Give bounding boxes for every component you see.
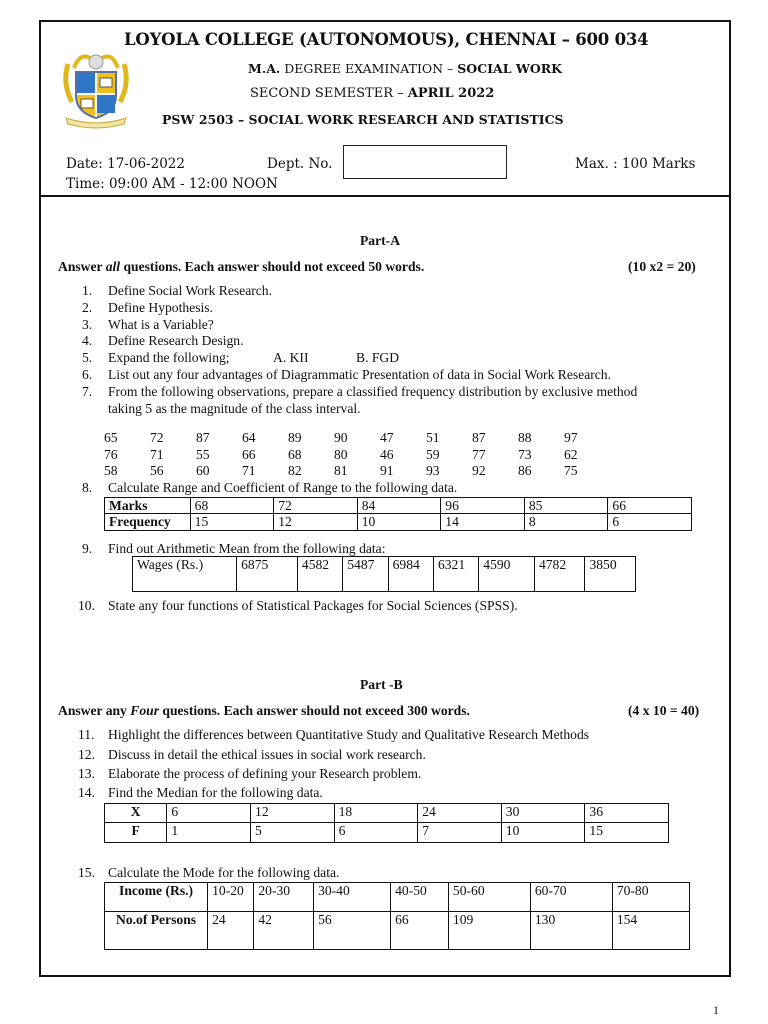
observation-value: 56 — [150, 463, 164, 478]
table-cell: 4590 — [479, 557, 535, 592]
observation-value: 73 — [518, 446, 532, 462]
table-header-cell: Wages (Rs.) — [133, 557, 237, 592]
paper-title: PSW 2503 – SOCIAL WORK RESEARCH AND STATISTICS — [162, 112, 564, 127]
table-cell: 15 — [190, 514, 274, 531]
semester-line: SECOND SEMESTER – APRIL 2022 — [250, 86, 495, 101]
question-5-b: B. FGD — [356, 350, 400, 365]
table-cell: 10-20 — [208, 883, 254, 912]
table-row — [105, 804, 669, 823]
table-row — [105, 912, 690, 950]
question-5-a: A. KII — [273, 350, 309, 365]
table-row — [105, 514, 692, 531]
question-13: 13. Elaborate the process of defining your Research problem. — [78, 766, 422, 781]
table-cell: 10 — [501, 823, 585, 843]
question-7: 7. From the following observations, prepare a classified frequency distribution by exclusive method — [82, 384, 638, 399]
question-14: 14. Find the Median for the following data. — [78, 785, 323, 800]
table-cell: 12 — [274, 514, 358, 531]
observation-value: 86 — [518, 463, 532, 478]
table-cell: 8 — [524, 514, 608, 531]
question-9: 9. Find out Arithmetic Mean from the following data: — [82, 541, 386, 556]
table-cell: 18 — [334, 804, 418, 823]
observation-value: 88 — [518, 430, 532, 445]
table-cell: 84 — [357, 498, 441, 514]
table-cell: 85 — [524, 498, 608, 514]
table-header-cell: Marks — [105, 498, 191, 514]
observation-value: 71 — [242, 463, 256, 478]
observation-value: 55 — [196, 446, 210, 462]
question-2: 2. Define Hypothesis. — [82, 300, 213, 315]
page-number: 1 — [713, 1003, 719, 1017]
part-a-instructions: Answer all questions. Each answer should not exceed 50 words. — [58, 259, 425, 274]
range-table — [104, 497, 692, 531]
header-divider — [39, 195, 731, 197]
observation-value: 90 — [334, 430, 348, 445]
table-cell: 154 — [612, 912, 689, 950]
observation-value: 51 — [426, 430, 440, 445]
part-b-marks: (4 x 10 = 40) — [628, 703, 700, 718]
question-7-cont: taking 5 as the magnitude of the class interval. — [108, 401, 361, 416]
table-cell: 5 — [251, 823, 335, 843]
observation-value: 60 — [196, 463, 210, 478]
question-10: 10. State any four functions of Statistical Packages for Social Sciences (SPSS). — [78, 598, 518, 613]
question-5: 5. Expand the following; — [82, 350, 230, 365]
table-cell: 96 — [441, 498, 525, 514]
table-cell: 30 — [501, 804, 585, 823]
part-b-instructions: Answer any Four questions. Each answer should not exceed 300 words. — [58, 703, 470, 718]
table-cell: 10 — [357, 514, 441, 531]
table-cell: 24 — [208, 912, 254, 950]
table-cell: 56 — [314, 912, 391, 950]
table-row — [105, 498, 692, 514]
observation-value: 64 — [242, 430, 256, 445]
observation-value: 87 — [196, 430, 210, 445]
observation-value: 89 — [288, 430, 302, 445]
table-cell: 42 — [254, 912, 314, 950]
table-cell: 1 — [167, 823, 251, 843]
table-row — [133, 557, 636, 592]
observation-value: 72 — [150, 430, 164, 445]
table-cell: 30-40 — [314, 883, 391, 912]
question-6: 6. List out any four advantages of Diagrammatic Presentation of data in Social Work Research. — [82, 367, 611, 382]
observation-row — [104, 463, 610, 480]
table-cell: 6 — [334, 823, 418, 843]
observation-value: 80 — [334, 446, 348, 462]
question-4: 4. Define Research Design. — [82, 333, 244, 348]
part-b-title: Part -B — [360, 677, 403, 692]
table-cell: 4582 — [297, 557, 342, 592]
table-cell: 14 — [441, 514, 525, 531]
table-cell: 130 — [530, 912, 612, 950]
table-header-cell: F — [105, 823, 167, 843]
observation-value: 93 — [426, 463, 440, 478]
median-table — [104, 803, 669, 843]
table-header-cell: X — [105, 804, 167, 823]
observation-value: 71 — [150, 446, 164, 462]
table-cell: 36 — [585, 804, 669, 823]
table-cell: 5487 — [343, 557, 388, 592]
observations-data — [104, 430, 610, 480]
college-name: LOYOLA COLLEGE (AUTONOMOUS), CHENNAI – 600 034 — [124, 30, 649, 49]
table-cell: 40-50 — [391, 883, 449, 912]
observation-value: 58 — [104, 463, 118, 478]
table-header-cell: No.of Persons — [105, 912, 208, 950]
question-12: 12. Discuss in detail the ethical issues in social work research. — [78, 747, 426, 762]
table-cell: 6 — [608, 514, 692, 531]
table-cell: 6984 — [388, 557, 433, 592]
table-cell: 6321 — [433, 557, 478, 592]
table-cell: 6875 — [237, 557, 298, 592]
wages-table — [132, 556, 636, 592]
exam-date: Date: 17-06-2022 — [66, 156, 185, 172]
table-cell: 20-30 — [254, 883, 314, 912]
observation-value: 46 — [380, 446, 394, 462]
table-cell: 50-60 — [448, 883, 530, 912]
table-cell: 3850 — [585, 557, 636, 592]
table-cell: 109 — [448, 912, 530, 950]
table-cell: 72 — [274, 498, 358, 514]
table-cell: 4782 — [534, 557, 585, 592]
part-a-title: Part-A — [360, 233, 401, 248]
observation-value: 91 — [380, 463, 394, 478]
table-header-cell: Frequency — [105, 514, 191, 531]
table-row — [105, 823, 669, 843]
question-3: 3. What is a Variable? — [82, 317, 214, 332]
table-cell: 66 — [391, 912, 449, 950]
observation-value: 92 — [472, 463, 486, 478]
question-15: 15. Calculate the Mode for the following data. — [78, 865, 340, 880]
table-cell: 66 — [608, 498, 692, 514]
mode-table — [104, 882, 690, 950]
observation-value: 47 — [380, 430, 394, 445]
table-cell: 68 — [190, 498, 274, 514]
table-header-cell: Income (Rs.) — [105, 883, 208, 912]
table-cell: 60-70 — [530, 883, 612, 912]
exam-time: Time: 09:00 AM - 12:00 NOON — [66, 176, 278, 192]
college-logo — [60, 44, 132, 130]
observation-value: 65 — [104, 430, 118, 445]
table-cell: 6 — [167, 804, 251, 823]
degree-line: M.A. DEGREE EXAMINATION – SOCIAL WORK — [248, 61, 563, 76]
observation-value: 75 — [564, 463, 578, 478]
question-8: 8. Calculate Range and Coefficient of Range to the following data. — [82, 480, 458, 495]
table-cell: 70-80 — [612, 883, 689, 912]
table-row — [105, 883, 690, 912]
table-cell: 12 — [251, 804, 335, 823]
observation-value: 66 — [242, 446, 256, 462]
observation-value: 81 — [334, 463, 348, 478]
observation-value: 82 — [288, 463, 302, 478]
observation-value: 97 — [564, 430, 578, 445]
table-cell: 24 — [418, 804, 502, 823]
dept-no-box[interactable] — [343, 145, 507, 179]
table-cell: 7 — [418, 823, 502, 843]
observation-value: 77 — [472, 446, 486, 462]
observation-row — [104, 447, 610, 464]
observation-value: 59 — [426, 446, 440, 462]
observation-value: 76 — [104, 446, 118, 462]
observation-value: 68 — [288, 446, 302, 462]
dept-no-label: Dept. No. — [267, 156, 333, 172]
table-cell: 15 — [585, 823, 669, 843]
max-marks: Max. : 100 Marks — [575, 156, 696, 172]
question-1: 1. Define Social Work Research. — [82, 283, 272, 298]
observation-value: 87 — [472, 430, 486, 445]
question-11: 11. Highlight the differences between Quantitative Study and Qualitative Research Methods — [78, 727, 590, 742]
observation-value: 62 — [564, 446, 578, 462]
observation-row — [104, 430, 610, 447]
part-a-marks: (10 x2 = 20) — [628, 259, 696, 274]
